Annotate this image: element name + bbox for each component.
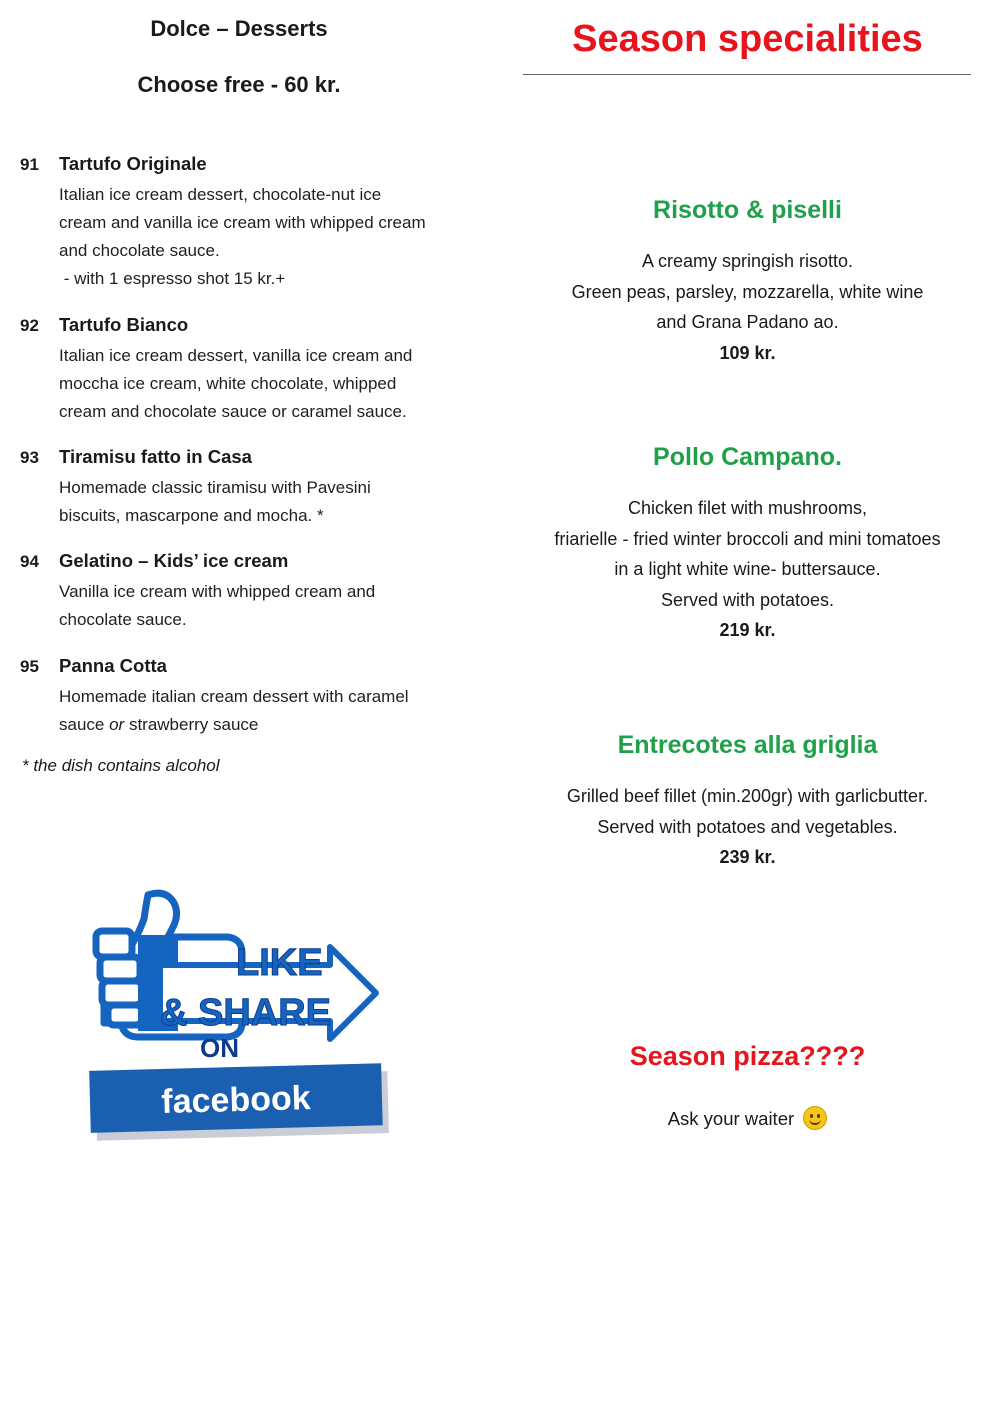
item-number: 95 — [20, 657, 39, 676]
description-text: sauce — [59, 715, 110, 734]
item-number: 94 — [20, 552, 39, 571]
ask-waiter-text: Ask your waiter — [667, 1108, 795, 1129]
dessert-item-94 — [20, 549, 465, 634]
description-line: moccha ice cream, white chocolate, whipped — [59, 374, 397, 393]
special-pollo — [520, 441, 975, 646]
item-description — [59, 342, 465, 426]
description-line: Homemade italian cream dessert with caramel — [59, 687, 409, 706]
description-line: Chicken filet with mushrooms, — [627, 498, 868, 518]
item-description — [59, 181, 465, 293]
special-name: Risotto & piselli — [653, 196, 842, 224]
description-line: in a light white wine- buttersauce. — [614, 559, 881, 579]
description-line: cream and vanilla ice cream with whipped cream — [59, 213, 426, 232]
item-description — [59, 683, 465, 739]
special-entrecotes — [520, 729, 975, 873]
description-line: Green peas, parsley, mozzarella, white wine — [571, 281, 924, 302]
desserts-title: Dolce – Desserts — [150, 16, 328, 41]
description-line: Grilled beef fillet (min.200gr) with garlicbutter. — [566, 786, 929, 806]
season-pizza-title: Season pizza???? — [629, 1041, 866, 1071]
dessert-item-93 — [20, 445, 465, 530]
description-text: strawberry sauce — [124, 715, 259, 734]
special-price: 239 kr. — [719, 847, 776, 867]
on-text: ON — [200, 1033, 239, 1063]
description-line: A creamy springish risotto. — [641, 251, 854, 271]
description-line: Served with potatoes and vegetables. — [597, 816, 898, 837]
description-line: Italian ice cream dessert, vanilla ice cream and — [59, 346, 413, 365]
item-description — [59, 578, 465, 634]
item-number: 92 — [20, 316, 39, 335]
description-line: Served with potatoes. — [660, 589, 835, 610]
like-share-facebook-badge[interactable] — [78, 885, 398, 1150]
special-risotto — [520, 194, 975, 368]
desserts-price-note: Choose free - 60 kr. — [137, 72, 341, 97]
special-name: Pollo Campano. — [653, 443, 842, 471]
title-divider — [523, 74, 971, 75]
ask-waiter-note — [520, 1106, 975, 1130]
item-name: Tartufo Bianco — [59, 314, 189, 335]
special-description — [520, 246, 975, 368]
season-title: Season specialities — [572, 18, 923, 60]
special-name: Entrecotes alla griglia — [617, 731, 878, 759]
special-price: 109 kr. — [719, 342, 776, 363]
facebook-badge-graphic — [78, 885, 398, 1150]
item-name: Panna Cotta — [59, 655, 167, 676]
dessert-item-92 — [20, 313, 465, 426]
description-line — [59, 711, 465, 739]
share-text: & SHARE — [160, 992, 332, 1034]
description-emphasis: or — [109, 715, 125, 734]
description-line: and chocolate sauce. — [59, 241, 220, 260]
special-price: 219 kr. — [719, 620, 776, 640]
description-line: Vanilla ice cream with whipped cream and — [59, 582, 376, 601]
dessert-item-95 — [20, 654, 465, 739]
smiley-icon — [803, 1106, 827, 1130]
description-line: chocolate sauce. — [59, 610, 187, 629]
alcohol-footnote: * the dish contains alcohol — [22, 756, 220, 775]
dessert-item-91 — [20, 152, 465, 293]
description-line: Italian ice cream dessert, chocolate-nut ice — [59, 185, 382, 204]
item-number: 91 — [20, 155, 39, 174]
item-name: Tiramisu fatto in Casa — [59, 446, 252, 467]
description-line: and Grana Padano ao. — [656, 312, 839, 332]
item-name: Tartufo Originale — [59, 153, 207, 174]
item-description — [59, 474, 465, 530]
description-line: Homemade classic tiramisu with Pavesini — [59, 478, 371, 497]
description-line: biscuits, mascarpone and mocha. * — [59, 506, 324, 525]
item-name: Gelatino – Kids’ ice cream — [59, 550, 289, 571]
special-description — [520, 493, 975, 646]
description-line: friarielle - fried winter broccoli and mini tomatoes — [554, 528, 941, 549]
facebook-wordmark: facebook — [160, 1079, 312, 1121]
description-line: cream and chocolate sauce or caramel sauce. — [59, 402, 407, 421]
special-description — [520, 781, 975, 873]
item-number: 93 — [20, 448, 39, 467]
item-extra-option: - with 1 espresso shot 15 kr.+ — [59, 269, 286, 288]
like-text: LIKE — [236, 942, 323, 984]
